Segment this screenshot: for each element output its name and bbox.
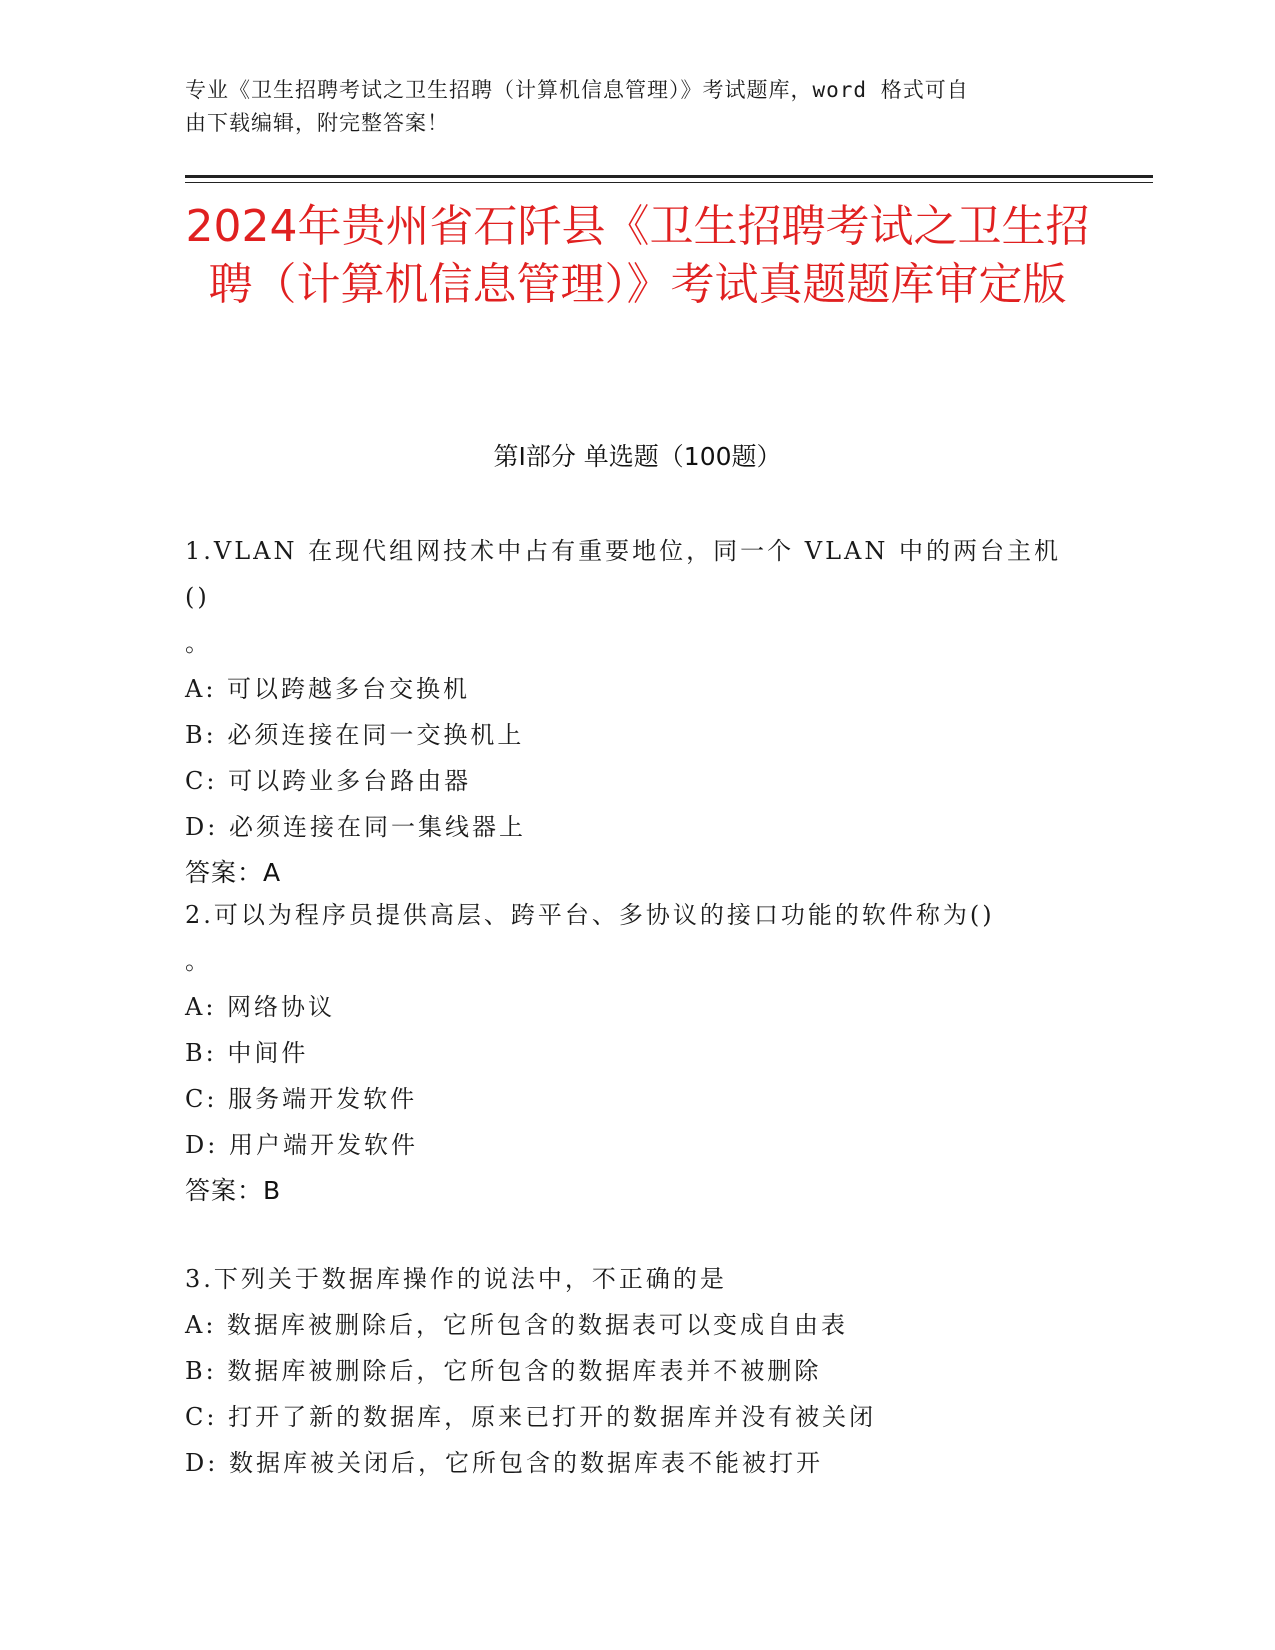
section-title: 第Ⅰ部分 单选题（100题） xyxy=(493,442,782,471)
header-note xyxy=(185,74,1065,140)
option-d: D: 必须连接在同一集线器上 xyxy=(185,813,526,841)
header-divider-thin xyxy=(185,182,1153,183)
option-c: C: 可以跨业多台路由器 xyxy=(185,767,472,795)
option-b: B: 中间件 xyxy=(185,1039,309,1067)
header-divider-thick xyxy=(185,175,1153,178)
option-a: A: 可以跨越多台交换机 xyxy=(185,675,471,703)
question-stem: 1.VLAN 在现代组网技术中占有重要地位，同一个 VLAN 中的两台主机() xyxy=(185,537,1061,611)
option-c: C: 打开了新的数据库，原来已打开的数据库并没有被关闭 xyxy=(185,1403,877,1431)
header-note-line: 专业《卫生招聘考试之卫生招聘（计算机信息管理）》考试题库，word 格式可自 xyxy=(185,78,969,102)
question-block xyxy=(185,528,1085,896)
question-stem: 3.下列关于数据库操作的说法中，不正确的是 xyxy=(185,1265,727,1293)
option-c: C: 服务端开发软件 xyxy=(185,1085,418,1113)
option-d: D: 数据库被关闭后，它所包含的数据库表不能被打开 xyxy=(185,1449,823,1477)
question-block xyxy=(185,892,1085,1214)
answer: 答案：B xyxy=(185,1176,282,1205)
option-a: A: 网络协议 xyxy=(185,993,336,1021)
question-block xyxy=(185,1256,1085,1486)
question-stem-continuation: 。 xyxy=(185,947,212,975)
option-d: D: 用户端开发软件 xyxy=(185,1131,418,1159)
option-b: B: 必须连接在同一交换机上 xyxy=(185,721,525,749)
header-note-line: 由下载编辑，附完整答案！ xyxy=(185,111,449,135)
option-b: B: 数据库被删除后，它所包含的数据库表并不被删除 xyxy=(185,1357,822,1385)
document-title: 2024年贵州省石阡县《卫生招聘考试之卫生招聘（计算机信息管理）》考试真题题库审定版 xyxy=(185,201,1090,310)
answer: 答案：A xyxy=(185,858,282,887)
question-stem: 2.可以为程序员提供高层、跨平台、多协议的接口功能的软件称为() xyxy=(185,901,995,929)
option-a: A: 数据库被删除后，它所包含的数据表可以变成自由表 xyxy=(185,1311,849,1339)
question-stem-continuation: 。 xyxy=(185,629,212,657)
